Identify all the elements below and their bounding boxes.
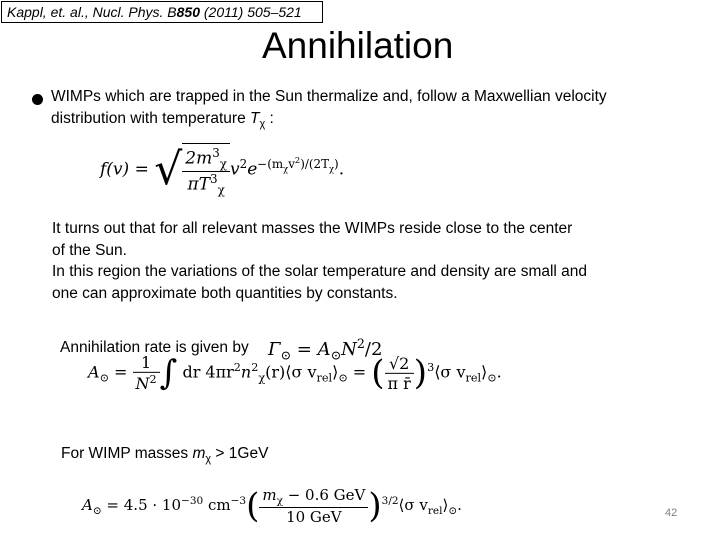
temperature-variable: T	[250, 110, 260, 127]
paragraph-line-4: one can approximate both quantities by constants.	[52, 284, 398, 302]
slide-title: Annihilation	[262, 25, 454, 66]
reference-volume: 850	[176, 4, 200, 20]
maxwell-distribution-equation	[100, 143, 344, 197]
annihilation-rate-label: Annihilation rate is given by	[60, 339, 249, 356]
wimp-mass-condition: For WIMP masses $m_\chi > 1GeV$	[61, 445, 269, 466]
annihilation-coefficient-numeric-equation: $A_⊙ = 4.5 \cdot 10^{-30}$ $cm^{-3}$( $\frac{m_\chi - 0.6 GeV}{\text{10 GeV}}$ )$^{3/2}$⟨σ $v_{rel}⟩_⊙$.	[82, 486, 462, 526]
eq1-v-sup: 2	[239, 156, 248, 171]
integral-icon: ∫	[159, 353, 178, 394]
center-of-sun-paragraph	[52, 218, 652, 304]
bullet-line-2-prefix: distribution with temperature	[51, 110, 251, 127]
reference-suffix: (2011) 505–521	[200, 4, 302, 20]
eq1-lhs: f(v) =	[100, 159, 149, 180]
bullet-line-2	[51, 108, 691, 135]
paragraph-line-3: In this region the variations of the solar temperature and density are small and	[52, 263, 588, 280]
reference-citation	[1, 1, 323, 23]
annihilation-coefficient-equation: $A_⊙$ = $\frac{1}{N^2}$ ∫ dr $4\pi r^2n^2_\chi(r)⟨\sigma$ $v_{rel}⟩_⊙$ = ( $\frac{√2}{\text{π r̄}}$ )$^3$⟨σ $v_{rel}⟩_⊙$.	[88, 352, 502, 394]
eq1-exp-base: e	[247, 159, 258, 180]
eq1-den: πT	[187, 174, 210, 195]
eq1-num-sub: χ	[219, 157, 227, 172]
eq1-num: 2m	[185, 148, 213, 169]
paragraph-line-2: of the Sun.	[52, 241, 127, 259]
bullet-paragraph	[51, 86, 691, 135]
temperature-subscript: χ	[259, 118, 266, 131]
eq1-v: v	[230, 159, 240, 180]
eq1-den-sub: χ	[217, 183, 225, 198]
sqrt-icon: √	[154, 144, 183, 196]
bullet-dot-icon	[32, 94, 43, 105]
eq1-exponent: −(mχv2)/(2Tχ)	[257, 154, 339, 174]
paragraph-line-1: It turns out that for all relevant masses the WIMPs reside close to the center	[52, 220, 573, 237]
eq1-period: .	[338, 159, 345, 180]
page-number: 42	[665, 507, 678, 519]
annihilation-rate-equation: $\Gamma_⊙ = A_⊙N^2/2$	[268, 336, 383, 363]
eq1-num-sup: 3	[212, 146, 220, 160]
eq1-den-sup: 3	[209, 172, 218, 187]
reference-prefix: Kappl, et. al., Nucl. Phys. B	[7, 4, 177, 20]
bullet-line-1: WIMPs which are trapped in the Sun thermalize and, follow a Maxwellian velocity	[51, 88, 607, 105]
bullet-line-2-suffix: :	[265, 110, 274, 127]
eq1-sqrt	[154, 143, 230, 197]
